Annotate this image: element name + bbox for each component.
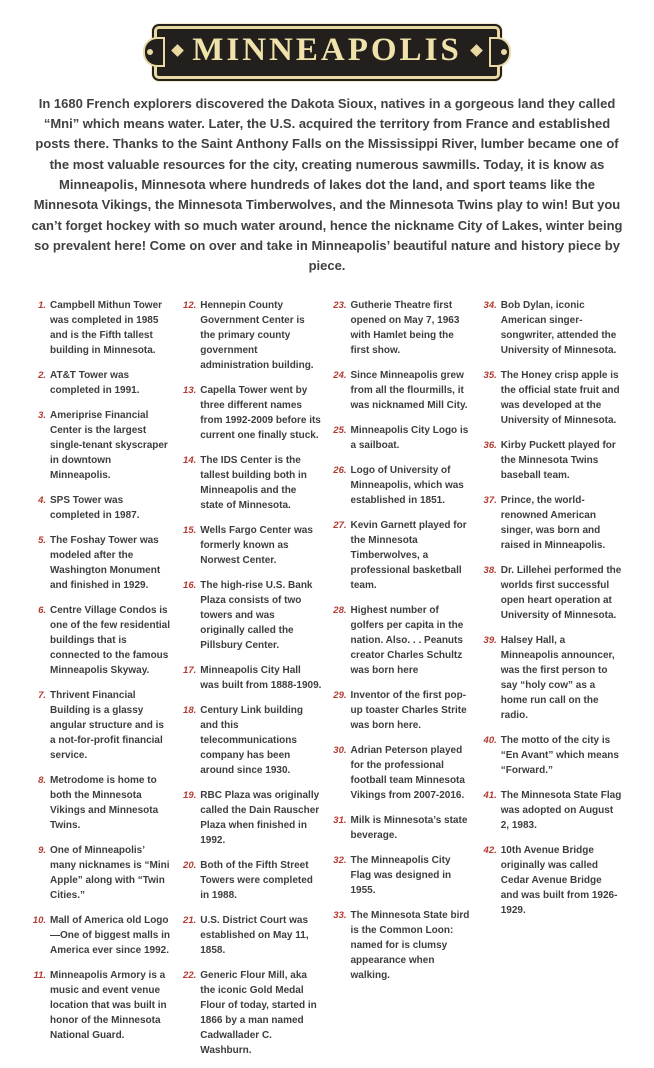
fact-number: 24. [333,370,347,382]
fact-item [483,493,622,553]
fact-item [333,853,472,898]
fact-text: AT&T Tower was completed in 1991. [50,370,140,397]
fact-number: 38. [483,565,497,577]
fact-text: Halsey Hall, a Minneapolis announcer, was the first person to say “holy cow” as a home run call on the radio. [500,635,615,722]
fact-text: Since Minneapolis grew from all the flourmills, it was nicknamed Mill City. [350,370,468,412]
facts-column-1 [32,298,171,1068]
facts-column-3 [333,298,472,1068]
fact-number: 12. [183,300,197,312]
fact-text: The Minneapolis City Flag was designed in 1955. [350,855,452,897]
fact-item [333,813,472,843]
fact-text: Logo of University of Minneapolis, which was established in 1851. [350,465,464,507]
intro-paragraph: In 1680 French explorers discovered the Dakota Sioux, natives in a gorgeous land they called “Mni” which means water. Later, the U.S. acquired the territory from France and established posts there. Thanks to the Saint Anthony Falls on the Mississippi River, lumber became one of the most valuable resources for the city, creating numerous sawmills. Today, it is know as Minneapolis, Minnesota where hundreds of lakes dot the land, and sport teams like the Minnesota Vikings, the Minnesota Timberwolves, and the Minnesota Twins play to win! But you can’t forget hockey with so much water around, hence the nickname City of Lakes, winter being so prevalent here! Come on over and take in Minneapolis’ beautiful nature and history piece by piece. [31,95,623,274]
fact-number: 4. [38,495,46,507]
facts-column-4 [483,298,622,1068]
fact-item [483,368,622,428]
fact-text: 10th Avenue Bridge originally was called Cedar Avenue Bridge and was built from 1926-1929. [500,845,618,917]
fact-item [483,438,622,483]
fact-item [483,298,622,358]
fact-item [333,743,472,803]
fact-number: 7. [38,690,46,702]
banner-container [0,0,654,79]
fact-number: 13. [183,385,197,397]
fact-text: Centre Village Condos is one of the few residential buildings that is connected to the famous Minneapolis Skyway. [50,605,171,677]
banner-left-cap [143,37,165,67]
fact-text: Capella Tower went by three different names from 1992-2009 before its current one finally stuck. [200,385,321,442]
fact-number: 21. [183,915,197,927]
page-title: MINNEAPOLIS [192,32,462,68]
fact-number: 19. [183,790,197,802]
fact-number: 40. [483,735,497,747]
fact-text: Milk is Minnesota’s state beverage. [350,815,468,842]
fact-number: 42. [483,845,497,857]
fact-text: The Minnesota State bird is the Common Loon: named for is clumsy appearance when walking. [350,910,470,982]
fact-text: Prince, the world-renowned American singer, was born and raised in Minneapolis. [500,495,606,552]
fact-text: Hennepin County Government Center is the primary county government administration building. [200,300,314,372]
fact-item [333,688,472,733]
fact-item [483,563,622,623]
fact-number: 18. [183,705,197,717]
fact-number: 8. [38,775,46,787]
fact-item [32,843,171,903]
fact-number: 33. [333,910,347,922]
fact-number: 32. [333,855,347,867]
fact-text: One of Minneapolis’ many nicknames is “Mini Apple” along with “Twin Cities.” [50,845,170,902]
facts-grid [0,298,654,1068]
title-banner [154,26,500,79]
fact-number: 31. [333,815,347,827]
fact-text: The IDS Center is the tallest building both in Minneapolis and the state of Minnesota. [200,455,307,512]
fact-number: 1. [38,300,46,312]
fact-text: Mall of America old Logo—One of biggest malls in America ever since 1992. [50,915,171,957]
fact-item [32,913,171,958]
fact-item [32,533,171,593]
fact-text: Minneapolis City Logo is a sailboat. [350,425,469,452]
fact-text: The high-rise U.S. Bank Plaza consists of two towers and was originally called the Pillsbury Center. [200,580,313,652]
fact-text: Minneapolis Armory is a music and event venue location that was built in honor of the Minnesota National Guard. [50,970,167,1042]
fact-text: The Minnesota State Flag was adopted on August 2, 1983. [500,790,622,832]
fact-item [32,688,171,763]
fact-text: Generic Flour Mill, aka the iconic Gold Medal Flour of today, started in 1866 by a man named Cadwallader C. Washburn. [200,970,317,1057]
fact-text: Bob Dylan, iconic American singer-songwriter, attended the University of Minnesota. [500,300,617,357]
fact-number: 36. [483,440,497,452]
fact-number: 17. [183,665,197,677]
fact-item [182,858,321,903]
fact-text: Century Link building and this telecommunications company has been around since 1930. [200,705,304,777]
fact-number: 27. [333,520,347,532]
fact-number: 26. [333,465,347,477]
fact-number: 20. [183,860,197,872]
fact-item [483,788,622,833]
fact-text: Ameriprise Financial Center is the largest single-tenant skyscraper in downtown Minneapolis. [50,410,168,482]
fact-item [483,733,622,778]
fact-text: Wells Fargo Center was formerly known as Norwest Center. [200,525,313,567]
fact-item [182,663,321,693]
fact-text: Thrivent Financial Building is a glassy angular structure and is a not-for-profit financial service. [50,690,164,762]
fact-item [333,603,472,678]
fact-item [182,788,321,848]
fact-text: The motto of the city is “En Avant” which means “Forward.” [500,735,619,777]
fact-number: 15. [183,525,197,537]
fact-item [333,423,472,453]
fact-number: 39. [483,635,497,647]
fact-text: RBC Plaza was originally called the Dain Rauscher Plaza when finished in 1992. [200,790,320,847]
fact-number: 25. [333,425,347,437]
fact-text: U.S. District Court was established on May 11, 1858. [200,915,309,957]
fact-item [182,298,321,373]
banner-right-cap [489,37,511,67]
fact-item [483,843,622,918]
fact-item [182,913,321,958]
fact-item [32,368,171,398]
fact-number: 22. [183,970,197,982]
fact-text: Gutherie Theatre first opened on May 7, 1963 with Hamlet being the first show. [350,300,460,357]
fact-number: 14. [183,455,197,467]
fact-item [32,603,171,678]
fact-number: 29. [333,690,347,702]
fact-item [182,578,321,653]
fact-number: 11. [33,970,46,982]
fact-number: 2. [38,370,46,382]
fact-item [182,383,321,443]
fact-item [32,773,171,833]
fact-number: 23. [333,300,347,312]
facts-column-2 [182,298,321,1068]
fact-number: 6. [38,605,46,617]
fact-number: 30. [333,745,347,757]
fact-item [333,463,472,508]
fact-item [333,298,472,358]
fact-text: Campbell Mithun Tower was completed in 1985 and is the Fifth tallest building in Minnesota. [50,300,163,357]
fact-number: 34. [483,300,497,312]
fact-text: Both of the Fifth Street Towers were completed in 1988. [200,860,313,902]
fact-number: 5. [38,535,46,547]
fact-text: Minneapolis City Hall was built from 1888-1909. [200,665,322,692]
fact-number: 9. [38,845,46,857]
fact-text: Adrian Peterson played for the professional football team Minnesota Vikings from 2007-2016. [350,745,465,802]
fact-item [32,968,171,1043]
fact-text: Kirby Puckett played for the Minnesota Twins baseball team. [500,440,616,482]
fact-number: 10. [32,915,46,927]
fact-number: 41. [483,790,497,802]
fact-item [333,368,472,413]
fact-text: The Honey crisp apple is the official state fruit and was developed at the University of Minnesota. [500,370,620,427]
fact-text: Metrodome is home to both the Minnesota Vikings and Minnesota Twins. [50,775,159,832]
fact-number: 37. [483,495,497,507]
fact-text: Highest number of golfers per capita in the nation. Also. . . Peanuts creator Charles Schultz was born here [350,605,464,677]
fact-number: 28. [333,605,347,617]
fact-item [182,523,321,568]
fact-number: 16. [183,580,197,592]
fact-number: 35. [483,370,497,382]
fact-item [182,453,321,513]
fact-item [182,703,321,778]
fact-item [32,493,171,523]
fact-item [333,518,472,593]
fact-text: Dr. Lillehei performed the worlds first successful open heart operation at University of Minnesota. [500,565,622,622]
fact-text: Kevin Garnett played for the Minnesota Timberwolves, a professional basketball team. [350,520,467,592]
fact-number: 3. [38,410,46,422]
fact-text: Inventor of the first pop-up toaster Charles Strite was born here. [350,690,467,732]
fact-item [32,298,171,358]
diamond-ornament-right [470,45,483,58]
fact-item [483,633,622,723]
diamond-ornament-left [171,45,184,58]
fact-text: SPS Tower was completed in 1987. [50,495,140,522]
fact-text: The Foshay Tower was modeled after the Washington Monument and finished in 1929. [50,535,161,592]
fact-item [32,408,171,483]
fact-item [182,968,321,1058]
fact-item [333,908,472,983]
